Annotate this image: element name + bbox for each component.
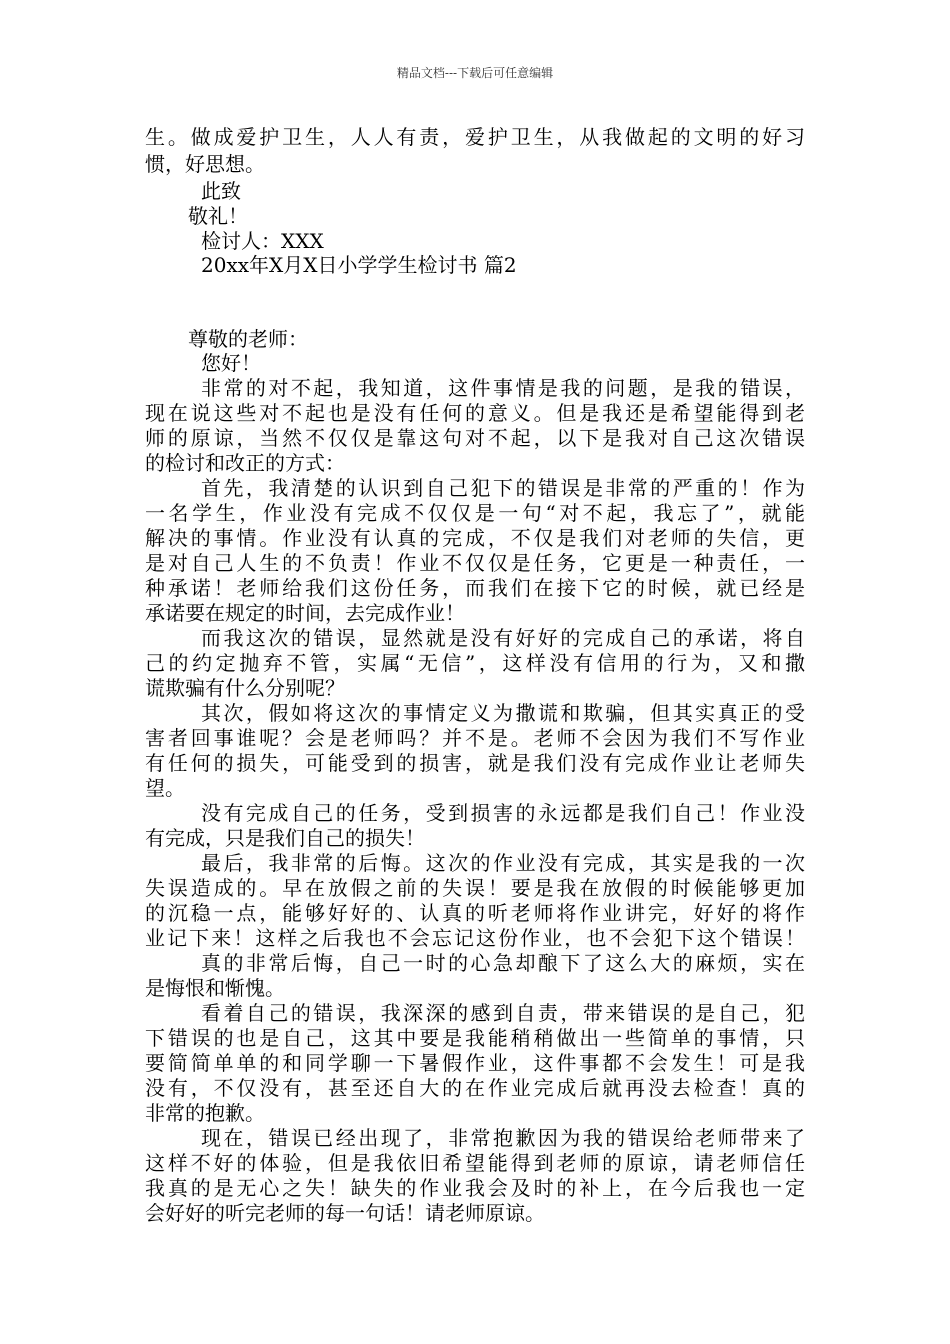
text-line: 失误造成的。早在放假之前的失误！要是我在放假的时候能够更加 — [145, 876, 805, 900]
text-line: 现在，错误已经出现了，非常抱歉因为我的错误给老师带来了 — [201, 1126, 805, 1150]
text-line: 是悔恨和惭愧。 — [145, 976, 285, 1000]
text-line: 有完成，只是我们自己的损失！ — [145, 826, 425, 850]
text-line: 承诺要在规定的时间，去完成作业！ — [145, 601, 465, 625]
text-line: 种承诺！老师给我们这份任务，而我们在接下它的时候，就已经是 — [145, 576, 805, 600]
text-line: 检讨人：XXX — [201, 229, 324, 253]
page-header: 精品文档---下载后可任意编辑 — [396, 66, 554, 80]
text-line: 我真的是无心之失！缺失的作业我会及时的补上，在今后我也一定 — [145, 1176, 805, 1200]
text-line: 下错误的也是自己，这其中要是我能稍稍做出一些简单的事情，只 — [145, 1026, 805, 1050]
text-line: 会好好的听完老师的每一句话！请老师原谅。 — [145, 1201, 545, 1225]
text-line: 师的原谅，当然不仅仅是靠这句对不起，以下是我对自己这次错误 — [145, 426, 805, 450]
text-line: 现在说这些对不起也是没有任何的意义。但是我还是希望能得到老 — [145, 401, 805, 425]
text-line: 一名学生，作业没有完成不仅仅是一句“对不起，我忘了”，就能 — [145, 501, 805, 525]
text-line: 害者回事谁呢？会是老师吗？并不是。老师不会因为我们不写作业 — [145, 726, 805, 750]
text-line: 看着自己的错误，我深深的感到自责，带来错误的是自己，犯 — [201, 1001, 805, 1025]
text-line: 要简简单单的和同学聊一下暑假作业，这件事都不会发生！可是我 — [145, 1051, 805, 1075]
text-line: 业记下来！这样之后我也不会忘记这份作业，也不会犯下这个错误！ — [145, 926, 805, 950]
text-line: 此致 — [201, 179, 241, 203]
text-line: 尊敬的老师： — [188, 327, 308, 351]
text-line: 真的非常后悔，自己一时的心急却酿下了这么大的麻烦，实在 — [201, 951, 805, 975]
text-line: 望。 — [145, 776, 185, 800]
text-line: 谎欺骗有什么分别呢？ — [145, 676, 345, 700]
text-line: 的检讨和改正的方式： — [145, 451, 345, 475]
text-line: 生。做成爱护卫生，人人有责，爱护卫生，从我做起的文明的好习 — [145, 125, 805, 149]
text-line: 己的约定抛弃不管，实属“无信”，这样没有信用的行为，又和撒 — [145, 651, 805, 675]
text-line: 是对自己人生的不负责！作业不仅仅是任务，它更是一种责任，一 — [145, 551, 805, 575]
text-line: 惯，好思想。 — [145, 152, 265, 176]
text-line: 的沉稳一点，能够好好的、认真的听老师将作业讲完，好好的将作 — [145, 901, 805, 925]
text-line: 非常的对不起，我知道，这件事情是我的问题，是我的错误， — [201, 376, 805, 400]
text-line: 而我这次的错误，显然就是没有好好的完成自己的承诺，将自 — [201, 626, 805, 650]
text-line: 这样不好的体验，但是我依旧希望能得到老师的原谅，请老师信任 — [145, 1151, 805, 1175]
text-line: 没有，不仅没有，甚至还自大的在作业完成后就再没去检查！真的 — [145, 1076, 805, 1100]
text-line: 您好！ — [201, 351, 261, 375]
text-line: 最后，我非常的后悔。这次的作业没有完成，其实是我的一次 — [201, 851, 805, 875]
text-line: 敬礼！ — [188, 204, 248, 228]
text-line: 非常的抱歉。 — [145, 1101, 265, 1125]
text-line: 其次，假如将这次的事情定义为撒谎和欺骗，但其实真正的受 — [201, 701, 805, 725]
text-line: 有任何的损失，可能受到的损害，就是我们没有完成作业让老师失 — [145, 751, 805, 775]
text-line: 没有完成自己的任务，受到损害的永远都是我们自己！作业没 — [201, 801, 805, 825]
text-line: 首先，我清楚的认识到自己犯下的错误是非常的严重的！作为 — [201, 476, 805, 500]
text-line: 20xx年X月X日小学学生检讨书 篇2 — [201, 253, 517, 277]
text-line: 解决的事情。作业没有认真的完成，不仅是我们对老师的失信，更 — [145, 526, 805, 550]
